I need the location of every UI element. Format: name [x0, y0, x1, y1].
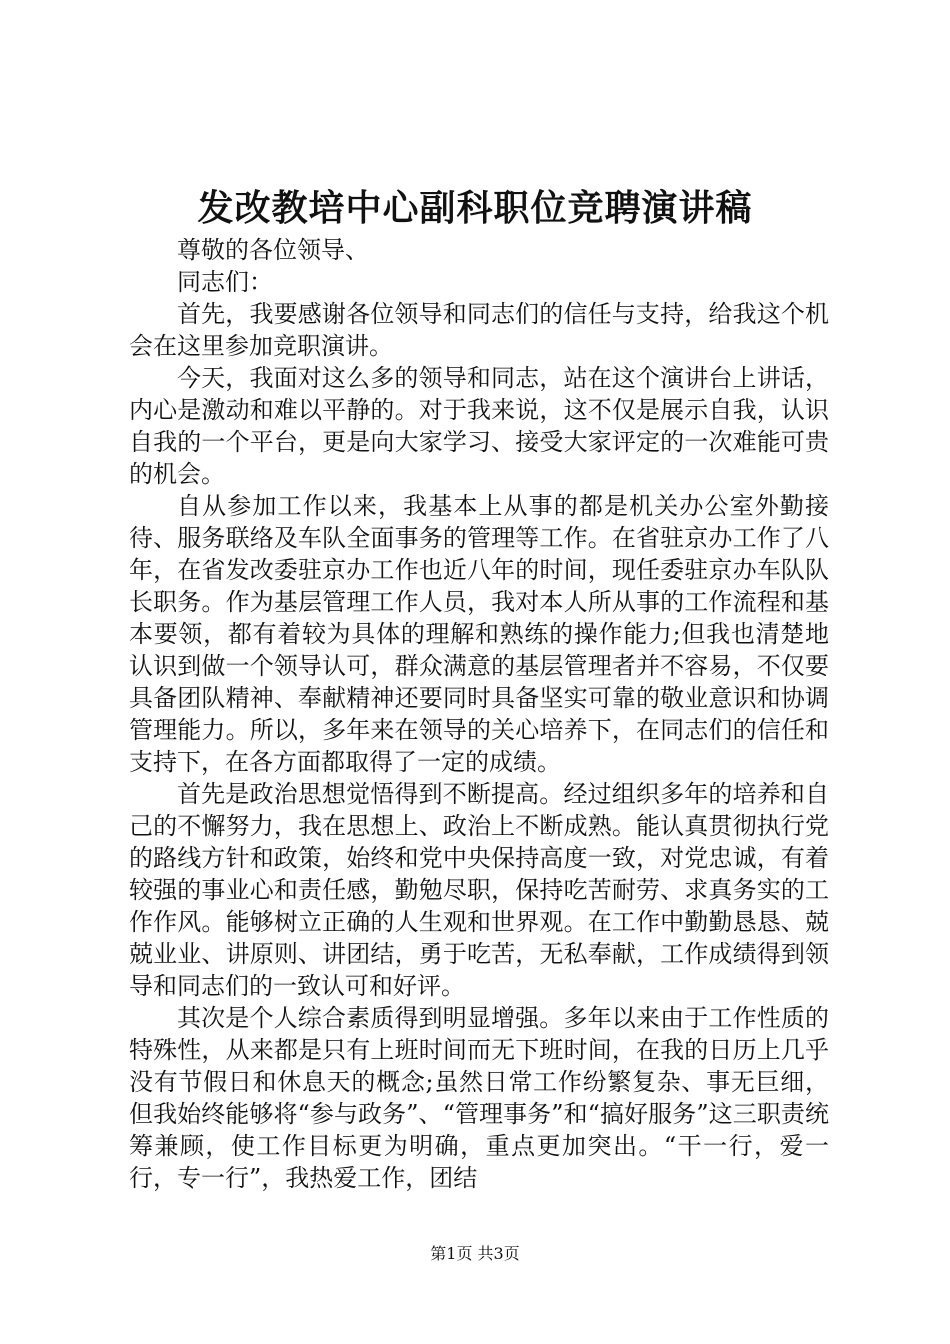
- paragraph-political-awareness: 首先是政治思想觉悟得到不断提高。经过组织多年的培养和自己的不懈努力，我在思想上、政治上不断成熟。能认真贯彻执行党的路线方针和政策，始终和党中央保持高度一致，对党忠诚，有着较强的事业心和责任感，勤勉尽职，保持吃苦耐劳、求真务实的工作作风。能够树立正确的人生观和世界观。在工作中勤勤恳恳、兢兢业业、讲原则、讲团结，勇于吃苦，无私奉献，工作成绩得到领导和同志们的一致认可和好评。: [129, 780, 829, 1000]
- paragraph-work-history: 自从参加工作以来，我基本上从事的都是机关办公室外勤接待、服务联络及车队全面事务的管理等工作。在省驻京办工作了八年，在省发改委驻京办工作也近八年的时间，现任委驻京办车队队长职务。作为基层管理工作人员，我对本人所从事的工作流程和基本要领，都有着较为具体的理解和熟练的操作能力;但我也清楚地认识到做一个领导认可，群众满意的基层管理者并不容易，不仅要具备团队精神、奉献精神还要同时具备坚实可靠的敬业意识和协调管理能力。所以，多年来在领导的关心培养下，在同志们的信任和支持下，在各方面都取得了一定的成绩。: [129, 492, 829, 776]
- salutation-line-1: 尊敬的各位领导、: [177, 236, 369, 264]
- page-number-footer: 第1页 共3页: [430, 1244, 520, 1263]
- paragraph-personal-quality: 其次是个人综合素质得到明显增强。多年以来由于工作性质的特殊性，从来都是只有上班时间而无下班时间，在我的日历上几乎没有节假日和休息天的概念;虽然日常工作纷繁复杂、事无巨细，但我始终能够将“参与政务”、“管理事务”和“搞好服务”这三职责统筹兼顾，使工作目标更为明确，重点更加突出。“干一行，爱一行，专一行”，我热爱工作，团结: [129, 1004, 829, 1192]
- salutation-line-2: 同志们：: [177, 268, 273, 296]
- paragraph-thanks: 首先，我要感谢各位领导和同志们的信任与支持，给我这个机会在这里参加竞职演讲。: [129, 300, 829, 360]
- paragraph-today: 今天，我面对这么多的领导和同志，站在这个演讲台上讲话，内心是激动和难以平静的。对于我来说，这不仅是展示自我，认识自我的一个平台，更是向大家学习、接受大家评定的一次难能可贵的机会。: [129, 364, 829, 488]
- document-body: [129, 234, 829, 1194]
- document-title: 发改教培中心副科职位竞聘演讲稿: [197, 187, 753, 229]
